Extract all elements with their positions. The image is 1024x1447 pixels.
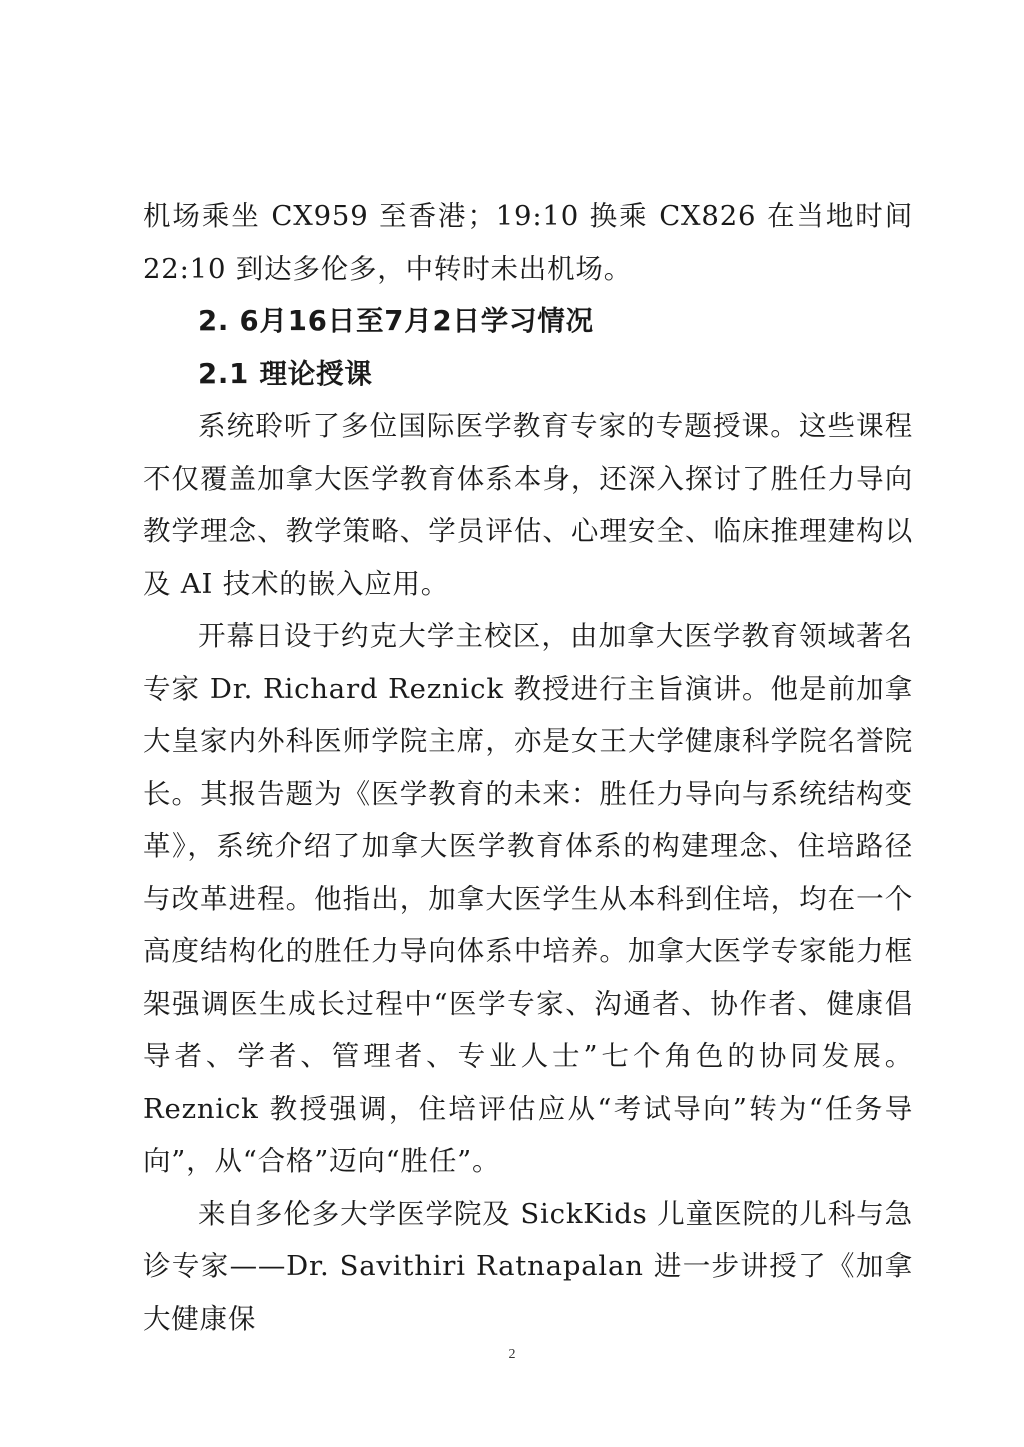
paragraph-opening-keynote: 开幕日设于约克大学主校区，由加拿大医学教育领域著名专家 Dr. Richard Reznick 教授进行主旨演讲。他是前加拿大皇家内外科医师学院主席，亦是女王大学健康科学院名誉院长。其报告题为《医学教育的未来：胜任力导向与系统结构变革》，系统介绍了加拿大医学教育体系的构建理念、住培路径与改革进程。他指出，加拿大医学生从本科到住培，均在一个高度结构化的胜任力导向体系中培养。加拿大医学专家能力框架强调医生成长过程中“医学专家、沟通者、协作者、健康倡导者、学者、管理者、专业人士”七个角色的协同发展。Reznick 教授强调，住培评估应从“考试导向”转为“任务导向”，从“合格”迈向“胜任”。 xyxy=(143,620,913,1177)
paragraph-flight-continuation: 机场乘坐 CX959 至香港；19:10 换乘 CX826 在当地时间 22:10 到达多伦多，中转时未出机场。 xyxy=(143,200,913,285)
section-heading-2: 2. 6月16日至7月2日学习情况 xyxy=(198,305,594,337)
body-text xyxy=(143,190,913,1345)
page-number: 2 xyxy=(508,1347,516,1362)
paragraph-lectures-overview: 系统聆听了多位国际医学教育专家的专题授课。这些课程不仅覆盖加拿大医学教育体系本身，还深入探讨了胜任力导向教学理念、教学策略、学员评估、心理安全、临床推理建构以及 AI 技术的嵌入应用。 xyxy=(143,410,913,600)
section-heading-2-1: 2.1 理论授课 xyxy=(198,357,373,390)
paragraph-sickkids-lecture: 来自多伦多大学医学院及 SickKids 儿童医院的儿科与急诊专家——Dr. Savithiri Ratnapalan 进一步讲授了《加拿大健康保 xyxy=(143,1197,913,1335)
